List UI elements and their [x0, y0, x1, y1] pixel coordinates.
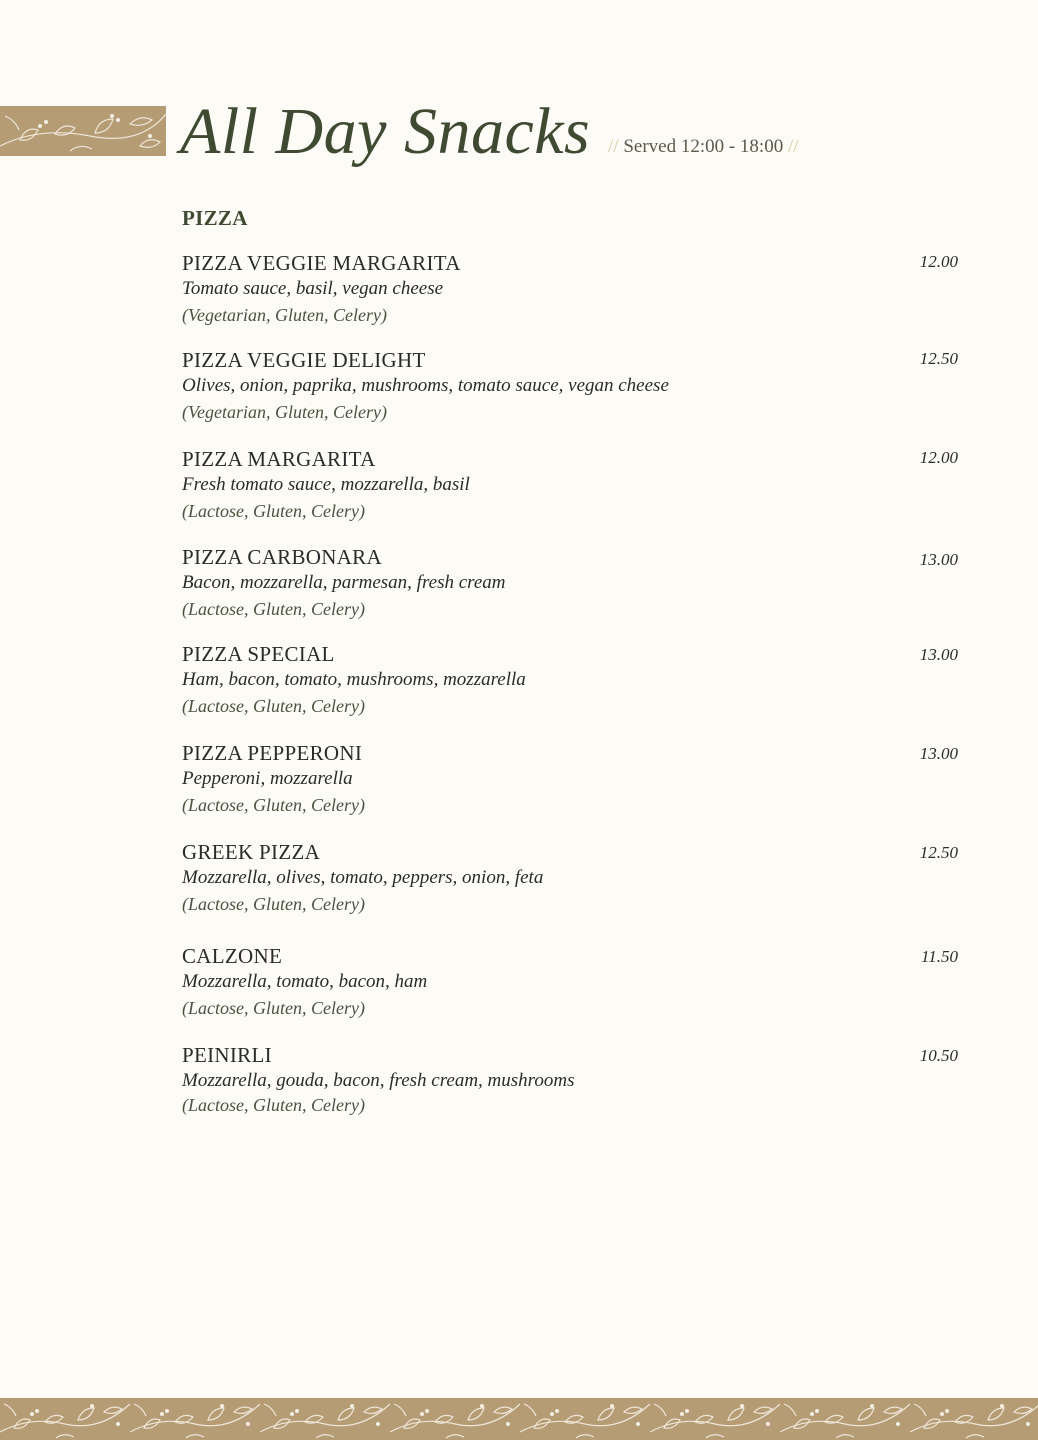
item-price: 13.00 [919, 550, 958, 569]
menu-item [182, 1042, 958, 1118]
item-allergens: (Lactose, Gluten, Celery) [182, 1095, 365, 1115]
item-description: Tomato sauce, basil, vegan cheese [182, 278, 444, 299]
header-leaf-band [0, 106, 166, 156]
menu-item [182, 839, 958, 917]
item-description: Ham, bacon, tomato, mushrooms, mozzarella [182, 669, 526, 690]
served-hours [608, 136, 799, 158]
menu-item [182, 641, 958, 719]
item-name: PIZZA VEGGIE MARGARITA [182, 251, 461, 275]
item-allergens: (Lactose, Gluten, Celery) [182, 599, 365, 619]
served-prefix: // [608, 136, 619, 157]
leaf-pattern-icon [0, 106, 166, 156]
menu-item [182, 943, 958, 1021]
item-price: 13.00 [919, 744, 958, 763]
item-allergens: (Lactose, Gluten, Celery) [182, 998, 365, 1018]
item-allergens: (Vegetarian, Gluten, Celery) [182, 305, 387, 325]
served-text: Served 12:00 - 18:00 [623, 136, 784, 157]
item-name: PIZZA CARBONARA [182, 545, 382, 569]
menu-item [182, 446, 958, 524]
item-price: 12.00 [919, 252, 958, 271]
item-description: Mozzarella, olives, tomato, peppers, onion, feta [182, 867, 544, 888]
item-price: 13.00 [919, 645, 958, 664]
item-name: PIZZA SPECIAL [182, 642, 335, 666]
item-description: Pepperoni, mozzarella [182, 768, 353, 789]
menu-item [182, 740, 958, 818]
item-name: PIZZA VEGGIE DELIGHT [182, 348, 426, 372]
item-description: Olives, onion, paprika, mushrooms, tomato sauce, vegan cheese [182, 375, 669, 396]
item-name: PIZZA PEPPERONI [182, 741, 363, 765]
item-price: 12.00 [919, 448, 958, 467]
item-name: GREEK PIZZA [182, 840, 321, 864]
menu-item [182, 347, 958, 425]
item-allergens: (Lactose, Gluten, Celery) [182, 894, 365, 914]
item-allergens: (Lactose, Gluten, Celery) [182, 795, 365, 815]
section-title: PIZZA [182, 206, 248, 230]
served-suffix: // [787, 136, 799, 157]
item-description: Mozzarella, tomato, bacon, ham [182, 971, 428, 992]
item-price: 12.50 [919, 843, 958, 862]
item-price: 10.50 [919, 1046, 958, 1065]
item-description: Bacon, mozzarella, parmesan, fresh cream [182, 572, 506, 593]
item-name: PIZZA MARGARITA [182, 447, 376, 471]
page-title: All Day Snacks [180, 95, 591, 168]
item-allergens: (Vegetarian, Gluten, Celery) [182, 402, 387, 422]
menu-item [182, 250, 958, 328]
item-description: Mozzarella, gouda, bacon, fresh cream, mushrooms [182, 1070, 575, 1091]
item-name: PEINIRLI [182, 1043, 272, 1067]
item-description: Fresh tomato sauce, mozzarella, basil [182, 474, 470, 495]
item-allergens: (Lactose, Gluten, Celery) [182, 501, 365, 521]
item-price: 12.50 [919, 349, 958, 368]
footer-leaf-band [0, 1398, 1038, 1440]
leaf-pattern-icon [0, 1398, 1038, 1440]
item-price: 11.50 [921, 947, 958, 966]
menu-item [182, 544, 958, 622]
item-allergens: (Lactose, Gluten, Celery) [182, 696, 365, 716]
item-name: CALZONE [182, 944, 283, 968]
